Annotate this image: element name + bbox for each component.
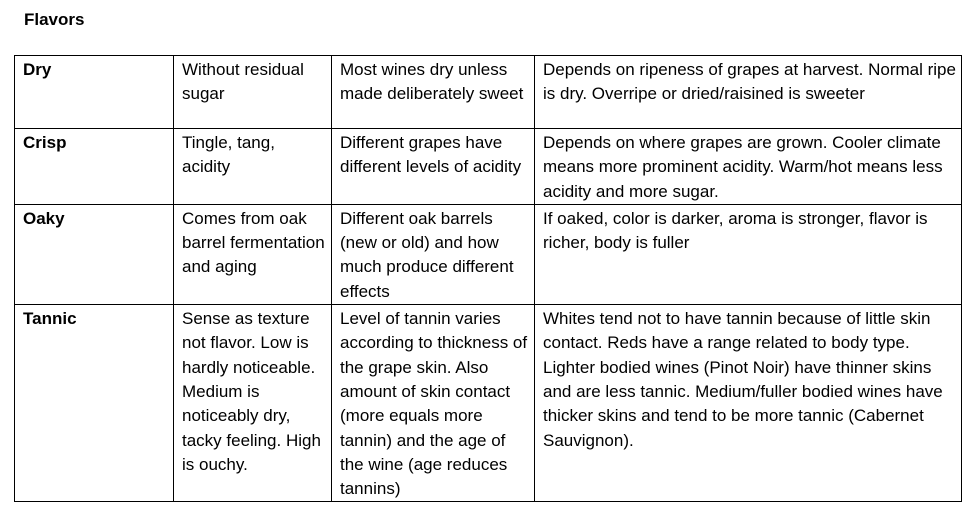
note-cell: Most wines dry unless made deliberately sweet (332, 56, 535, 129)
table-row (15, 305, 962, 502)
table-row (15, 129, 962, 205)
note-cell: Level of tannin varies according to thickness of the grape skin. Also amount of skin contact (more equals more tannin) and the age of the wine (age reduces tannins) (332, 305, 535, 502)
term-cell: Tannic (15, 305, 174, 502)
meaning-cell: Comes from oak barrel fermentation and aging (174, 204, 332, 304)
detail-cell: If oaked, color is darker, aroma is stronger, flavor is richer, body is fuller (535, 204, 962, 304)
term-cell: Oaky (15, 204, 174, 304)
meaning-cell: Without residual sugar (174, 56, 332, 129)
table-row (15, 56, 962, 129)
detail-cell: Depends on ripeness of grapes at harvest. Normal ripe is dry. Overripe or dried/raisined is sweeter (535, 56, 962, 129)
page-title: Flavors (24, 10, 85, 29)
meaning-cell: Sense as texture not flavor. Low is hardly noticeable. Medium is noticeably dry, tacky feeling. High is ouchy. (174, 305, 332, 502)
note-cell: Different oak barrels (new or old) and how much produce different effects (332, 204, 535, 304)
meaning-cell: Tingle, tang, acidity (174, 129, 332, 205)
term-cell: Dry (15, 56, 174, 129)
flavors-table (14, 55, 962, 502)
table-row (15, 204, 962, 304)
term-cell: Crisp (15, 129, 174, 205)
detail-cell: Whites tend not to have tannin because of little skin contact. Reds have a range related to body type. Lighter bodied wines (Pinot Noir) have thinner skins and are less tannic. Medium/fuller bodied wines have thicker skins and tend to be more tannic (Cabernet Sauvignon). (535, 305, 962, 502)
detail-cell: Depends on where grapes are grown. Cooler climate means more prominent acidity. Warm/hot means less acidity and more sugar. (535, 129, 962, 205)
note-cell: Different grapes have different levels of acidity (332, 129, 535, 205)
